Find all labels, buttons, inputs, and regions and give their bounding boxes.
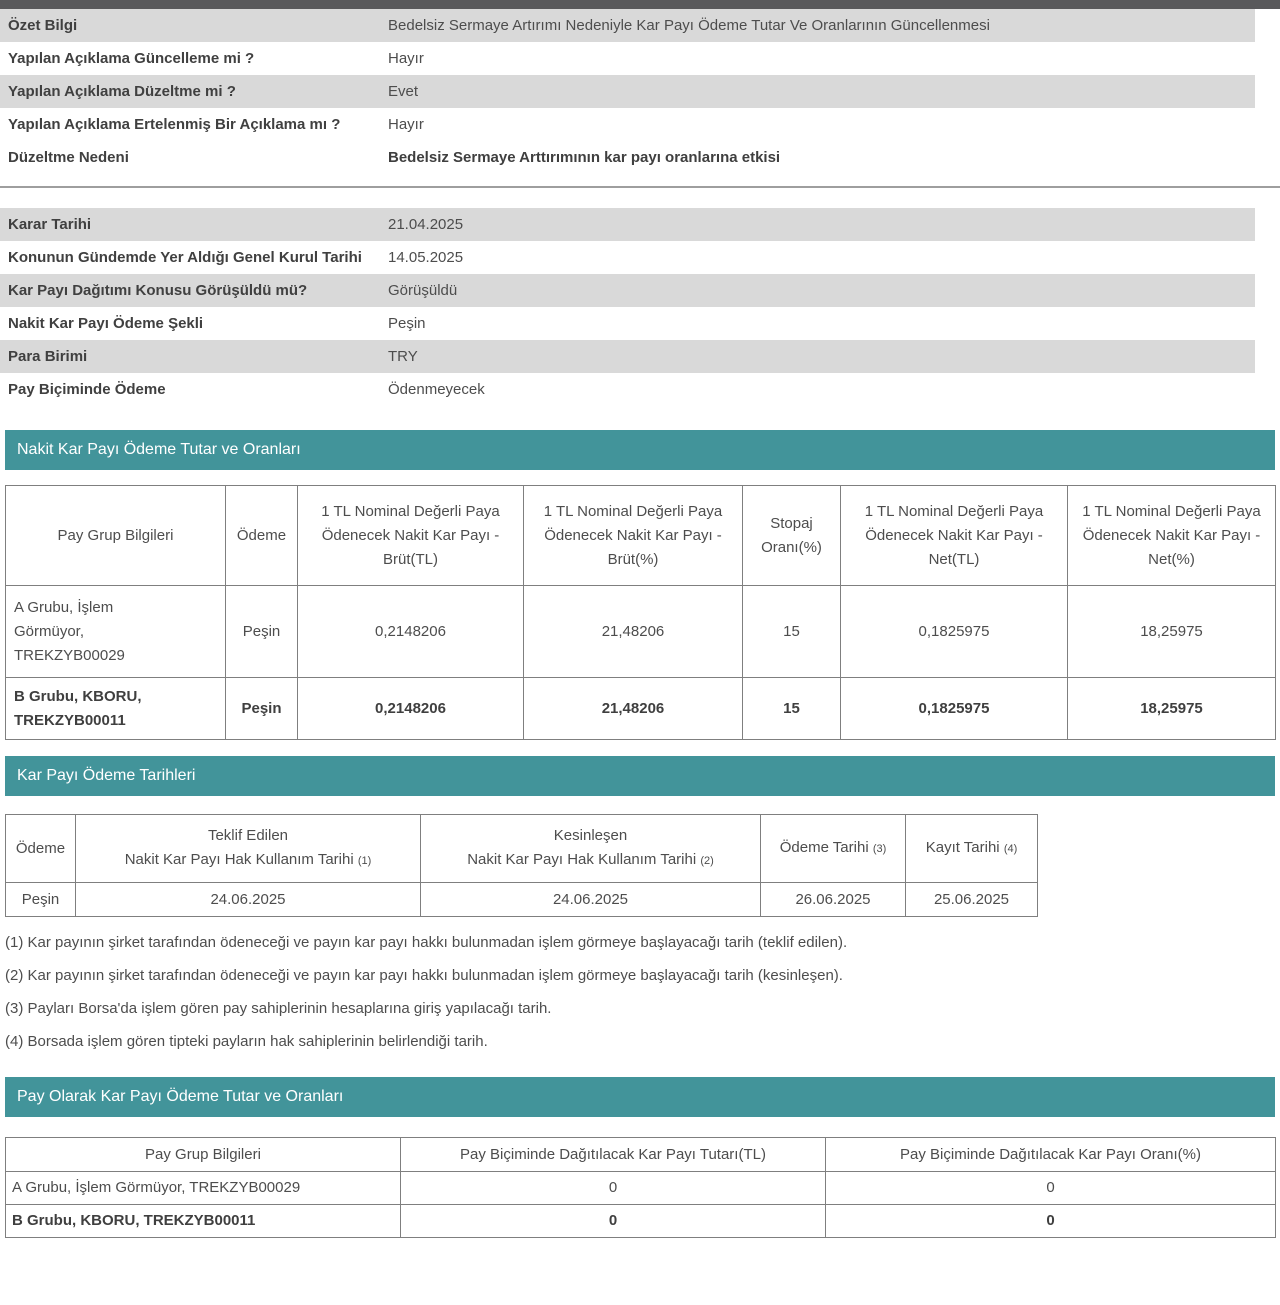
field-value: 21.04.2025	[388, 215, 464, 233]
field-value: TRY	[388, 347, 418, 365]
dates-table-data-row	[6, 883, 1038, 917]
col-header-odeme: Ödeme	[226, 486, 298, 586]
table-row-b-grubu	[6, 678, 1276, 740]
field-value: Görüşüldü	[388, 281, 458, 299]
field-label: Karar Tarihi	[8, 215, 92, 233]
col-header-odeme: Ödeme	[6, 815, 76, 883]
stock-table-header-row	[6, 1138, 1276, 1172]
cell-brut-tl: 0,2148206	[298, 586, 524, 678]
field-value: Peşin	[388, 314, 426, 332]
footnote-3: (3) Payları Borsa'da işlem gören pay sahiplerinin hesaplarına giriş yapılacağı tarih.	[5, 1000, 552, 1017]
summary-row-duzeltme	[0, 75, 1255, 108]
cell-net-tl: 0,1825975	[841, 586, 1068, 678]
top-border-strip	[0, 0, 1280, 9]
col-header-teklif-edilen	[76, 815, 421, 883]
cell-odeme: Peşin	[226, 586, 298, 678]
col-header-tutari-tl: Pay Biçiminde Dağıtılacak Kar Payı Tutarı(TL)	[401, 1138, 826, 1172]
header-line1: Kayıt Tarihi	[925, 839, 1000, 856]
cell-kayit-tarihi: 25.06.2025	[906, 883, 1038, 917]
cell-orani: 0	[826, 1172, 1276, 1205]
field-value: Evet	[388, 82, 419, 100]
payment-dates-table	[5, 814, 1038, 917]
field-label: Pay Biçiminde Ödeme	[8, 380, 166, 398]
field-label: Özet Bilgi	[8, 16, 78, 34]
footnote-marker: (2)	[700, 855, 714, 867]
footnote-marker: (3)	[872, 843, 887, 855]
field-label: Yapılan Açıklama Ertelenmiş Bir Açıklama mı ?	[8, 115, 341, 133]
cell-pay-grup: A Grubu, İşlem Görmüyor, TREKZYB00029	[6, 1172, 401, 1205]
col-header-pay-grup: Pay Grup Bilgileri	[6, 1138, 401, 1172]
field-value: Hayır	[388, 49, 424, 67]
stock-dividend-table	[5, 1137, 1276, 1238]
field-value: Hayır	[388, 115, 424, 133]
footnote-marker: (1)	[357, 855, 372, 867]
field-label: Nakit Kar Payı Ödeme Şekli	[8, 314, 204, 332]
cash-dividend-section	[5, 430, 1275, 740]
decision-row-para-birimi	[0, 340, 1255, 373]
cell-brut-tl: 0,2148206	[298, 678, 524, 740]
stock-dividend-section	[5, 1077, 1275, 1238]
field-value: Bedelsiz Sermaye Artırımı Nedeniyle Kar Payı Ödeme Tutar Ve Oranlarının Güncellenmesi	[388, 16, 990, 34]
dates-table-header-row	[6, 815, 1038, 883]
col-header-kayit-tarihi	[906, 815, 1038, 883]
field-label: Para Birimi	[8, 347, 88, 365]
cell-odeme: Peşin	[6, 883, 76, 917]
decision-row-pay-biciminde	[0, 373, 1255, 406]
cash-dividend-table	[5, 485, 1276, 740]
cell-net-pct: 18,25975	[1068, 586, 1276, 678]
payment-dates-section	[5, 756, 1275, 917]
field-label: Kar Payı Dağıtımı Konusu Görüşüldü mü?	[8, 281, 308, 299]
summary-row-ozet-bilgi	[0, 9, 1255, 42]
col-header-odeme-tarihi	[761, 815, 906, 883]
header-line2: Nakit Kar Payı Hak Kullanım Tarihi	[124, 851, 354, 868]
footnote-2: (2) Kar payının şirket tarafından ödeneceği ve payın kar payı hakkı bulunmadan işlem görmeye başlayacağı tarih (kesinleşen).	[5, 967, 843, 984]
field-value: 14.05.2025	[388, 248, 464, 266]
summary-section	[0, 9, 1255, 174]
table-row-a-grubu	[6, 586, 1276, 678]
col-header-brut-pct: 1 TL Nominal Değerli Paya Ödenecek Nakit Kar Payı - Brüt(%)	[524, 486, 743, 586]
cell-pay-grup: B Grubu, KBORU, TREKZYB00011	[6, 1205, 401, 1238]
col-header-stopaj: Stopaj Oranı(%)	[743, 486, 841, 586]
col-header-net-tl: 1 TL Nominal Değerli Paya Ödenecek Nakit Kar Payı - Net(TL)	[841, 486, 1068, 586]
field-value: Bedelsiz Sermaye Arttırımının kar payı oranlarına etkisi	[388, 148, 781, 166]
summary-row-guncelleme	[0, 42, 1255, 75]
cell-orani: 0	[826, 1205, 1276, 1238]
table-row-a-grubu	[6, 1172, 1276, 1205]
table-row-b-grubu	[6, 1205, 1276, 1238]
field-label: Yapılan Açıklama Güncelleme mi ?	[8, 49, 255, 67]
col-header-pay-grup: Pay Grup Bilgileri	[6, 486, 226, 586]
cell-net-tl: 0,1825975	[841, 678, 1068, 740]
cell-brut-pct: 21,48206	[524, 586, 743, 678]
cell-tutari: 0	[401, 1205, 826, 1238]
cell-odeme-tarihi: 26.06.2025	[761, 883, 906, 917]
cell-kesinlesen-tarihi: 24.06.2025	[421, 883, 761, 917]
cash-table-header-row	[6, 486, 1276, 586]
cell-tutari: 0	[401, 1172, 826, 1205]
cell-brut-pct: 21,48206	[524, 678, 743, 740]
decision-section	[0, 208, 1255, 406]
field-label: Yapılan Açıklama Düzeltme mi ?	[8, 82, 236, 100]
cell-teklif-tarihi: 24.06.2025	[76, 883, 421, 917]
header-line2: Nakit Kar Payı Hak Kullanım Tarihi	[467, 851, 697, 868]
field-value: Ödenmeyecek	[388, 380, 485, 398]
col-header-orani-pct: Pay Biçiminde Dağıtılacak Kar Payı Oranı(%)	[826, 1138, 1276, 1172]
header-line1: Kesinleşen	[553, 827, 628, 844]
summary-row-duzeltme-nedeni	[0, 141, 1255, 174]
field-label: Konunun Gündemde Yer Aldığı Genel Kurul Tarihi	[8, 248, 362, 266]
cell-net-pct: 18,25975	[1068, 678, 1276, 740]
col-header-brut-tl: 1 TL Nominal Değerli Paya Ödenecek Nakit Kar Payı - Brüt(TL)	[298, 486, 524, 586]
header-line1: Ödeme Tarihi	[779, 839, 869, 856]
footnote-1: (1) Kar payının şirket tarafından ödeneceği ve payın kar payı hakkı bulunmadan işlem görmeye başlayacağı tarih (teklif edilen).	[5, 934, 848, 951]
summary-row-ertelenmis	[0, 108, 1255, 141]
cell-pay-grup: A Grubu, İşlem Görmüyor, TREKZYB00029	[6, 586, 226, 678]
decision-row-karar-tarihi	[0, 208, 1255, 241]
cash-section-title: Nakit Kar Payı Ödeme Tutar ve Oranları	[5, 430, 1275, 470]
col-header-kesinlesen	[421, 815, 761, 883]
cell-odeme: Peşin	[226, 678, 298, 740]
dates-section-title: Kar Payı Ödeme Tarihleri	[5, 756, 1275, 796]
footnote-4: (4) Borsada işlem gören tipteki payların hak sahiplerinin belirlendiği tarih.	[5, 1033, 488, 1050]
cell-stopaj: 15	[743, 678, 841, 740]
header-line1: Teklif Edilen	[207, 827, 289, 844]
footnotes-block	[5, 931, 1275, 1053]
section-divider	[0, 186, 1280, 188]
field-label: Düzeltme Nedeni	[8, 148, 129, 166]
footnote-marker: (4)	[1003, 843, 1018, 855]
cell-stopaj: 15	[743, 586, 841, 678]
decision-row-odeme-sekli	[0, 307, 1255, 340]
col-header-net-pct: 1 TL Nominal Değerli Paya Ödenecek Nakit Kar Payı - Net(%)	[1068, 486, 1276, 586]
decision-row-gorusuldu	[0, 274, 1255, 307]
cell-pay-grup: B Grubu, KBORU, TREKZYB00011	[6, 678, 226, 740]
stock-section-title: Pay Olarak Kar Payı Ödeme Tutar ve Oranları	[5, 1077, 1275, 1117]
decision-row-genel-kurul	[0, 241, 1255, 274]
